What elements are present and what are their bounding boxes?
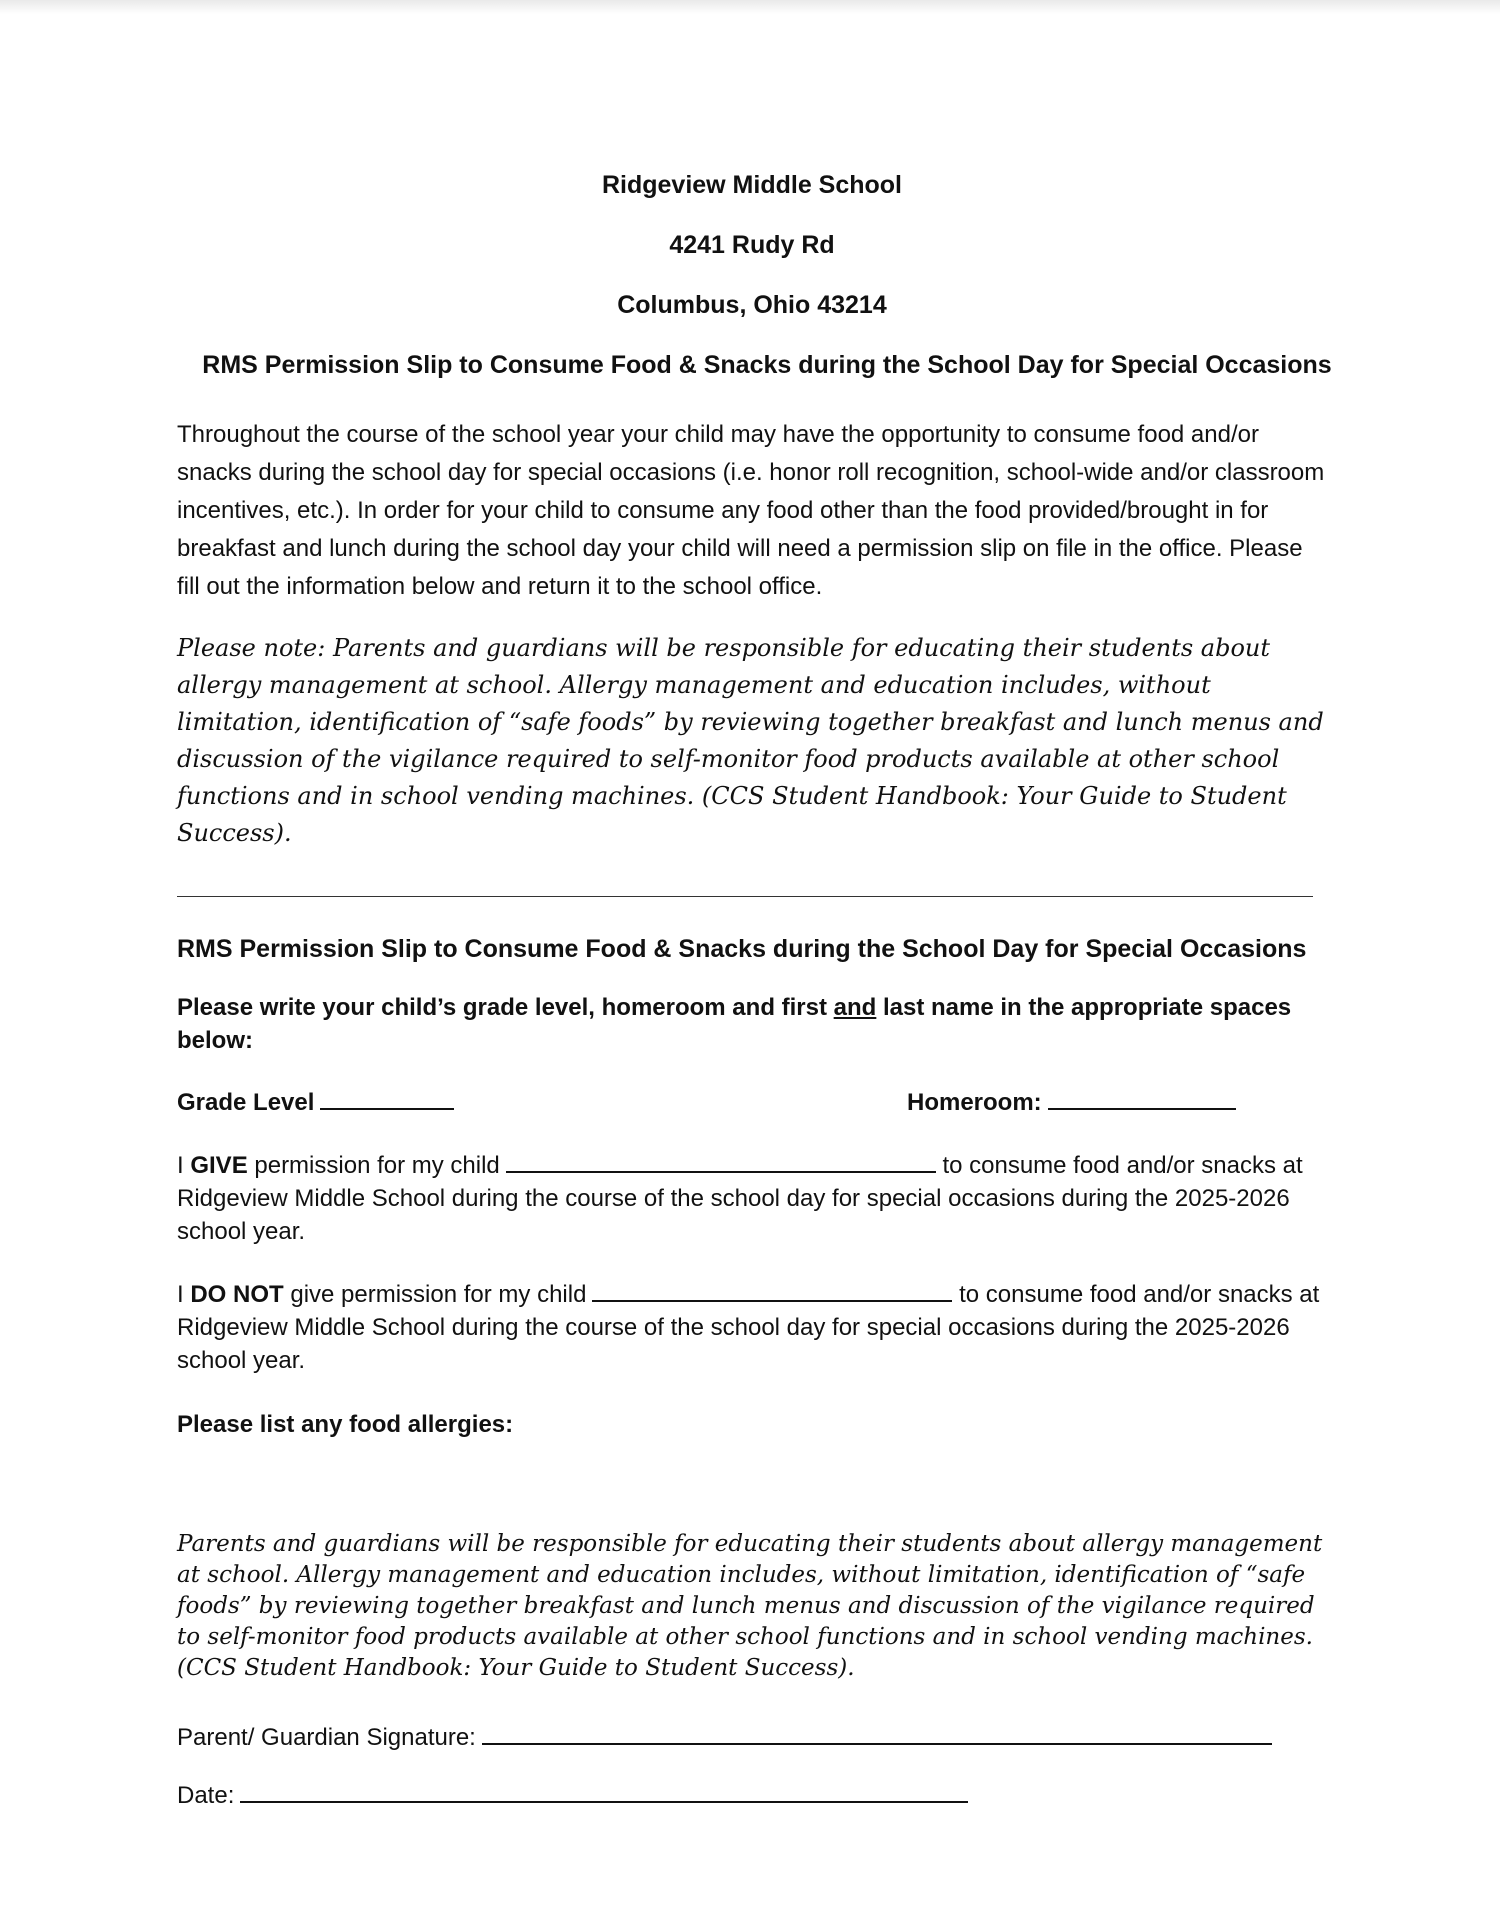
- signature-blank[interactable]: [482, 1742, 1272, 1745]
- deny-prefix: I: [177, 1281, 191, 1308]
- homeroom-label: Homeroom:: [907, 1089, 1042, 1116]
- homeroom-field: [907, 1087, 1327, 1119]
- please-note-lead: Please note: [177, 634, 318, 662]
- deny-child-name-blank[interactable]: [592, 1299, 952, 1302]
- intro-paragraph: Throughout the course of the school year your child may have the opportunity to consume food and/or snacks during the school day for special occasions (i.e. honor roll recognition, school-wide and/or classroom incentives, etc.). In order for your child to consume any food other than the food provided/brought in for breakfast and lunch during the school day your child will need a permission slip on file in the office. Please fill out the information below and return it to the school office.: [177, 421, 1325, 600]
- school-name: Ridgeview Middle School: [601, 171, 903, 199]
- give-bold: GIVE: [190, 1152, 248, 1179]
- give-suffix: to consume food and/or snacks at Ridgeview Middle School during the course of the school day for special occasions during the 2025-2026 school year.: [177, 1152, 1303, 1245]
- homeroom-blank[interactable]: [1048, 1107, 1236, 1110]
- instructions-underlined-and: and: [833, 994, 877, 1021]
- please-note-paragraph: [177, 630, 1327, 852]
- grade-level-field: [177, 1087, 454, 1119]
- cut-line-divider: [177, 896, 1313, 897]
- grade-level-blank[interactable]: [320, 1107, 454, 1110]
- give-child-name-blank[interactable]: [506, 1170, 936, 1173]
- give-middle: permission for my child: [247, 1152, 500, 1179]
- date-line: [177, 1780, 1327, 1812]
- give-prefix: I: [177, 1152, 191, 1179]
- form-instructions: [177, 991, 1327, 1057]
- signature-label: Parent/ Guardian Signature:: [177, 1724, 476, 1751]
- instructions-part-2: last name in the appropriate spaces below:: [177, 994, 1292, 1054]
- deny-suffix: to consume food and/or snacks at Ridgeview Middle School during the course of the school day for special occasions during the 2025-2026 school year.: [177, 1281, 1320, 1374]
- date-label: Date:: [177, 1782, 235, 1809]
- form-title: RMS Permission Slip to Consume Food & Snacks during the School Day for Special Occasions: [177, 935, 1307, 963]
- food-allergies-label: Please list any food allergies:: [177, 1411, 514, 1438]
- page-shadow: [0, 0, 1500, 14]
- grade-homeroom-row: [177, 1087, 1327, 1119]
- document-content: [177, 170, 1332, 1812]
- signature-line: [177, 1722, 1327, 1754]
- deny-middle: give permission for my child: [283, 1281, 587, 1308]
- school-city-state-zip: Columbus, Ohio 43214: [617, 291, 887, 319]
- deny-permission-statement: [177, 1278, 1327, 1377]
- document-title: RMS Permission Slip to Consume Food & Snacks during the School Day for Special Occasions: [202, 351, 1332, 379]
- school-address: 4241 Rudy Rd: [669, 231, 835, 259]
- date-blank[interactable]: [240, 1800, 968, 1803]
- please-note-body: : Parents and guardians will be responsible for educating their students about allergy management at school. Allergy management and education includes, without limitation, identification of “safe foods” by reviewing together breakfast and lunch menus and discussion of the vigilance required to self-monitor food products available at other school functions and in school vending machines. (CCS Student Handbook: Your Guide to Student Success).: [177, 634, 1324, 847]
- instructions-part-1: Please write your child’s grade level, homeroom and first: [177, 994, 834, 1021]
- grade-level-label: Grade Level: [177, 1089, 315, 1116]
- deny-bold: DO NOT: [190, 1281, 284, 1308]
- allergy-responsibility-note: Parents and guardians will be responsible for educating their students about allergy management at school. Allergy management and education includes, without limitation, identification of “safe foods” by reviewing together breakfast and lunch menus and discussion of the vigilance required to self-monitor food products available at other school functions and in school vending machines. (CCS Student Handbook: Your Guide to Student Success).: [177, 1531, 1323, 1681]
- give-permission-statement: [177, 1149, 1327, 1248]
